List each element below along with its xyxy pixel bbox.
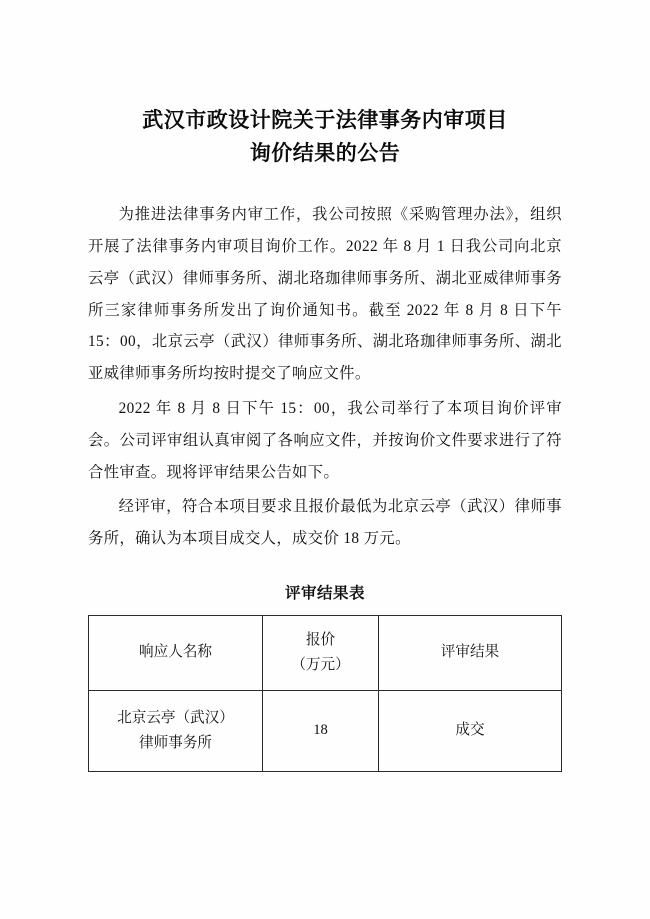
cell-evaluation-result: 成交 xyxy=(378,691,561,772)
table-header-evaluation-result: 评审结果 xyxy=(378,616,561,691)
document-body xyxy=(88,199,562,555)
table-header-price-line-2: （万元） xyxy=(291,657,350,674)
paragraph-1: 为推进法律事务内审工作，我公司按照《采购管理办法》，组织开展了法律事务内审项目询价工作。2022 年 8 月 1 日我公司向北京云亭（武汉）律师事务所、湖北珞珈律师事务所、湖北亚威律师事务所三家律师事务所发出了询价通知书。截至 2022 年 8 月 8 日下午 15：00，北京云亭（武汉）律师事务所、湖北珞珈律师事务所、湖北亚威律师事务所均按时提交了响应文件。 xyxy=(88,206,562,383)
table-row xyxy=(89,691,562,772)
cell-respondent-name-line-1: 北京云亭（武汉） xyxy=(117,709,234,726)
cell-respondent-name-line-2: 律师事务所 xyxy=(139,735,213,752)
table-body xyxy=(89,691,562,772)
page-title-line-1: 武汉市政设计院关于法律事务内审项目 xyxy=(142,108,508,132)
table-header-row xyxy=(89,616,562,691)
paragraph-2: 2022 年 8 月 8 日下午 15：00，我公司举行了本项目询价评审会。公司评审组认真审阅了各响应文件，并按询价文件要求进行了符合性审查。现将评审结果公告如下。 xyxy=(88,399,562,481)
table-caption: 评审结果表 xyxy=(284,585,365,603)
page-title-line-2: 询价结果的公告 xyxy=(249,140,401,165)
table-header-price-line-1: 报价 xyxy=(305,631,336,648)
cell-price: 18 xyxy=(263,691,379,772)
page-title xyxy=(88,104,562,169)
table-header-respondent-name: 响应人名称 xyxy=(89,616,263,691)
paragraph-3: 经评审，符合本项目要求且报价最低为北京云亭（武汉）律师事务所，确认为本项目成交人，成交价 18 万元。 xyxy=(88,498,562,548)
table-header-price xyxy=(263,616,379,691)
evaluation-result-table xyxy=(88,615,562,772)
table-header xyxy=(89,616,562,691)
cell-respondent-name xyxy=(89,691,263,772)
